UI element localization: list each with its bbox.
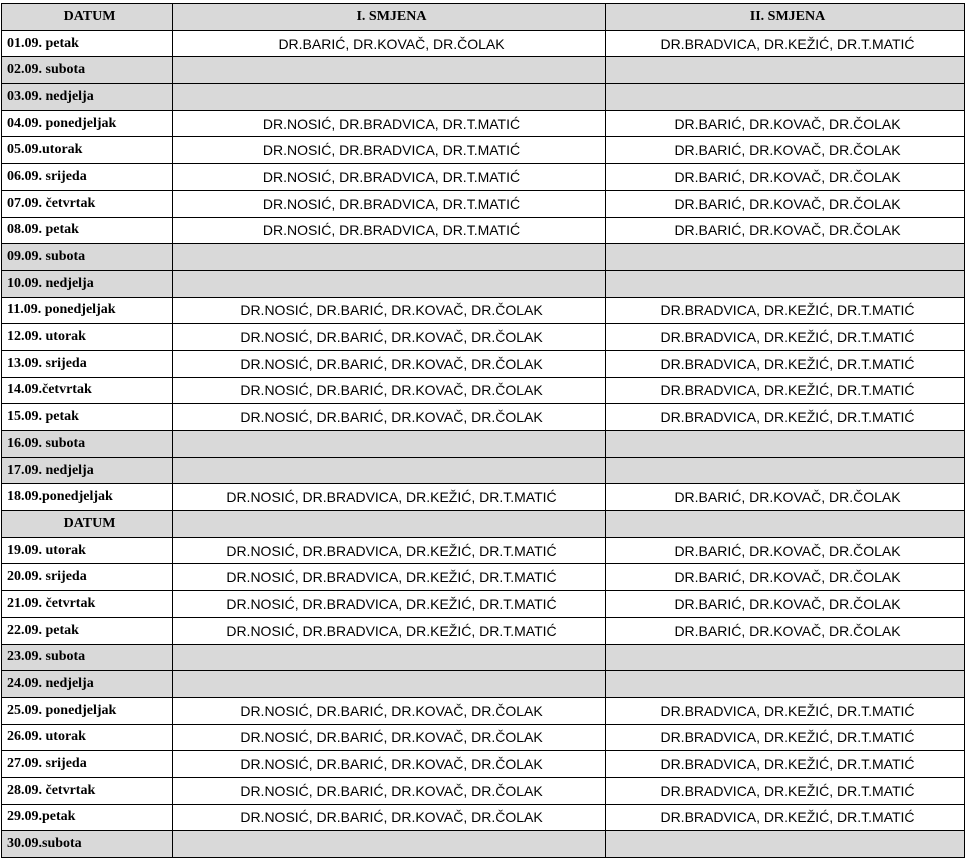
date-cell: 17.09. nedjelja: [2, 457, 173, 484]
shift-2-cell: DR.BRADVICA, DR.KEŽIĆ, DR.T.MATIĆ: [606, 324, 965, 351]
shift-2-cell: DR.BRADVICA, DR.KEŽIĆ, DR.T.MATIĆ: [606, 751, 965, 778]
table-row: [2, 777, 965, 804]
date-cell: 13.09. srijeda: [2, 350, 173, 377]
shift-1-cell: [173, 457, 606, 484]
table-row: [2, 831, 965, 858]
shift-1-cell: DR.NOSIĆ, DR.BRADVICA, DR.T.MATIĆ: [173, 217, 606, 244]
shift-2-cell: DR.BARIĆ, DR.KOVAČ, DR.ČOLAK: [606, 110, 965, 137]
date-cell: 25.09. ponedjeljak: [2, 697, 173, 724]
header-row: [2, 4, 965, 31]
shift-schedule-table: [1, 3, 965, 858]
table-row: [2, 217, 965, 244]
table-row: [2, 137, 965, 164]
date-cell: 04.09. ponedjeljak: [2, 110, 173, 137]
table-row: [2, 671, 965, 698]
date-cell: 10.09. nedjelja: [2, 270, 173, 297]
shift-2-cell: DR.BARIĆ, DR.KOVAČ, DR.ČOLAK: [606, 591, 965, 618]
schedule-body: [2, 30, 965, 857]
shift-1-cell: DR.NOSIĆ, DR.BARIĆ, DR.KOVAČ, DR.ČOLAK: [173, 350, 606, 377]
date-cell: 08.09. petak: [2, 217, 173, 244]
date-cell: 03.09. nedjelja: [2, 84, 173, 111]
shift-2-cell: [606, 511, 965, 538]
shift-1-cell: DR.NOSIĆ, DR.BRADVICA, DR.T.MATIĆ: [173, 164, 606, 191]
shift-1-cell: DR.NOSIĆ, DR.BRADVICA, DR.T.MATIĆ: [173, 190, 606, 217]
shift-2-cell: DR.BRADVICA, DR.KEŽIĆ, DR.T.MATIĆ: [606, 350, 965, 377]
date-cell: 11.09. ponedjeljak: [2, 297, 173, 324]
shift-2-cell: [606, 57, 965, 84]
shift-2-cell: DR.BARIĆ, DR.KOVAČ, DR.ČOLAK: [606, 484, 965, 511]
shift-2-cell: DR.BARIĆ, DR.KOVAČ, DR.ČOLAK: [606, 164, 965, 191]
shift-1-cell: [173, 831, 606, 858]
shift-1-cell: DR.NOSIĆ, DR.BRADVICA, DR.KEŽIĆ, DR.T.MATIĆ: [173, 484, 606, 511]
table-row: [2, 190, 965, 217]
date-cell: 06.09. srijeda: [2, 164, 173, 191]
shift-1-cell: DR.NOSIĆ, DR.BRADVICA, DR.T.MATIĆ: [173, 137, 606, 164]
shift-2-cell: [606, 84, 965, 111]
table-row: [2, 457, 965, 484]
table-row: [2, 350, 965, 377]
shift-1-cell: DR.NOSIĆ, DR.BRADVICA, DR.KEŽIĆ, DR.T.MATIĆ: [173, 564, 606, 591]
shift-2-cell: [606, 431, 965, 458]
date-cell: 01.09. petak: [2, 30, 173, 57]
header-shift-2: II. SMJENA: [606, 4, 965, 31]
table-row: [2, 804, 965, 831]
shift-1-cell: DR.NOSIĆ, DR.BARIĆ, DR.KOVAČ, DR.ČOLAK: [173, 404, 606, 431]
date-cell: 07.09. četvrtak: [2, 190, 173, 217]
date-cell: 26.09. utorak: [2, 724, 173, 751]
date-cell: 16.09. subota: [2, 431, 173, 458]
shift-1-cell: [173, 57, 606, 84]
shift-1-cell: DR.NOSIĆ, DR.BRADVICA, DR.T.MATIĆ: [173, 110, 606, 137]
table-row: [2, 324, 965, 351]
shift-1-cell: DR.NOSIĆ, DR.BRADVICA, DR.KEŽIĆ, DR.T.MATIĆ: [173, 617, 606, 644]
shift-2-cell: DR.BARIĆ, DR.KOVAČ, DR.ČOLAK: [606, 217, 965, 244]
shift-2-cell: DR.BARIĆ, DR.KOVAČ, DR.ČOLAK: [606, 190, 965, 217]
shift-1-cell: DR.NOSIĆ, DR.BRADVICA, DR.KEŽIĆ, DR.T.MATIĆ: [173, 591, 606, 618]
shift-1-cell: [173, 244, 606, 271]
date-cell: 15.09. petak: [2, 404, 173, 431]
shift-1-cell: DR.NOSIĆ, DR.BARIĆ, DR.KOVAČ, DR.ČOLAK: [173, 377, 606, 404]
shift-1-cell: DR.NOSIĆ, DR.BARIĆ, DR.KOVAČ, DR.ČOLAK: [173, 724, 606, 751]
table-row: [2, 164, 965, 191]
shift-2-cell: DR.BRADVICA, DR.KEŽIĆ, DR.T.MATIĆ: [606, 30, 965, 57]
shift-2-cell: DR.BRADVICA, DR.KEŽIĆ, DR.T.MATIĆ: [606, 697, 965, 724]
date-cell: 24.09. nedjelja: [2, 671, 173, 698]
shift-2-cell: [606, 671, 965, 698]
table-row: [2, 591, 965, 618]
shift-1-cell: [173, 270, 606, 297]
shift-1-cell: DR.NOSIĆ, DR.BARIĆ, DR.KOVAČ, DR.ČOLAK: [173, 777, 606, 804]
shift-1-cell: DR.NOSIĆ, DR.BARIĆ, DR.KOVAČ, DR.ČOLAK: [173, 324, 606, 351]
header-date: DATUM: [2, 4, 173, 31]
shift-2-cell: DR.BRADVICA, DR.KEŽIĆ, DR.T.MATIĆ: [606, 724, 965, 751]
shift-2-cell: [606, 831, 965, 858]
shift-1-cell: DR.NOSIĆ, DR.BARIĆ, DR.KOVAČ, DR.ČOLAK: [173, 297, 606, 324]
table-row: [2, 537, 965, 564]
date-cell: 18.09.ponedjeljak: [2, 484, 173, 511]
date-cell: 05.09.utorak: [2, 137, 173, 164]
table-row: [2, 110, 965, 137]
date-cell: 29.09.petak: [2, 804, 173, 831]
date-cell: 21.09. četvrtak: [2, 591, 173, 618]
shift-1-cell: DR.NOSIĆ, DR.BRADVICA, DR.KEŽIĆ, DR.T.MATIĆ: [173, 537, 606, 564]
shift-1-cell: [173, 511, 606, 538]
table-row: [2, 84, 965, 111]
shift-2-cell: [606, 644, 965, 671]
table-row: [2, 431, 965, 458]
shift-2-cell: DR.BARIĆ, DR.KOVAČ, DR.ČOLAK: [606, 564, 965, 591]
shift-2-cell: [606, 244, 965, 271]
shift-1-cell: DR.BARIĆ, DR.KOVAČ, DR.ČOLAK: [173, 30, 606, 57]
table-row: [2, 724, 965, 751]
table-row: [2, 644, 965, 671]
shift-1-cell: [173, 644, 606, 671]
shift-2-cell: DR.BARIĆ, DR.KOVAČ, DR.ČOLAK: [606, 537, 965, 564]
shift-2-cell: DR.BRADVICA, DR.KEŽIĆ, DR.T.MATIĆ: [606, 404, 965, 431]
table-row: [2, 404, 965, 431]
table-row: [2, 30, 965, 57]
date-cell: 12.09. utorak: [2, 324, 173, 351]
table-row: [2, 697, 965, 724]
table-row: [2, 244, 965, 271]
table-row: [2, 270, 965, 297]
date-cell: DATUM: [2, 511, 173, 538]
shift-1-cell: [173, 431, 606, 458]
table-row: [2, 377, 965, 404]
date-cell: 19.09. utorak: [2, 537, 173, 564]
shift-2-cell: DR.BRADVICA, DR.KEŽIĆ, DR.T.MATIĆ: [606, 377, 965, 404]
shift-2-cell: DR.BARIĆ, DR.KOVAČ, DR.ČOLAK: [606, 137, 965, 164]
date-cell: 20.09. srijeda: [2, 564, 173, 591]
header-shift-1: I. SMJENA: [173, 4, 606, 31]
date-cell: 23.09. subota: [2, 644, 173, 671]
date-cell: 02.09. subota: [2, 57, 173, 84]
table-row: [2, 484, 965, 511]
table-row: [2, 564, 965, 591]
table-row: [2, 751, 965, 778]
shift-2-cell: DR.BRADVICA, DR.KEŽIĆ, DR.T.MATIĆ: [606, 297, 965, 324]
date-cell: 09.09. subota: [2, 244, 173, 271]
date-cell: 27.09. srijeda: [2, 751, 173, 778]
table-row: [2, 57, 965, 84]
date-cell: 14.09.četvrtak: [2, 377, 173, 404]
shift-1-cell: DR.NOSIĆ, DR.BARIĆ, DR.KOVAČ, DR.ČOLAK: [173, 804, 606, 831]
shift-1-cell: DR.NOSIĆ, DR.BARIĆ, DR.KOVAČ, DR.ČOLAK: [173, 697, 606, 724]
shift-2-cell: DR.BRADVICA, DR.KEŽIĆ, DR.T.MATIĆ: [606, 777, 965, 804]
shift-2-cell: [606, 270, 965, 297]
shift-1-cell: DR.NOSIĆ, DR.BARIĆ, DR.KOVAČ, DR.ČOLAK: [173, 751, 606, 778]
date-cell: 28.09. četvrtak: [2, 777, 173, 804]
date-cell: 22.09. petak: [2, 617, 173, 644]
table-row: [2, 511, 965, 538]
date-cell: 30.09.subota: [2, 831, 173, 858]
table-row: [2, 617, 965, 644]
shift-1-cell: [173, 671, 606, 698]
table-row: [2, 297, 965, 324]
shift-1-cell: [173, 84, 606, 111]
shift-2-cell: DR.BARIĆ, DR.KOVAČ, DR.ČOLAK: [606, 617, 965, 644]
shift-2-cell: DR.BRADVICA, DR.KEŽIĆ, DR.T.MATIĆ: [606, 804, 965, 831]
shift-2-cell: [606, 457, 965, 484]
